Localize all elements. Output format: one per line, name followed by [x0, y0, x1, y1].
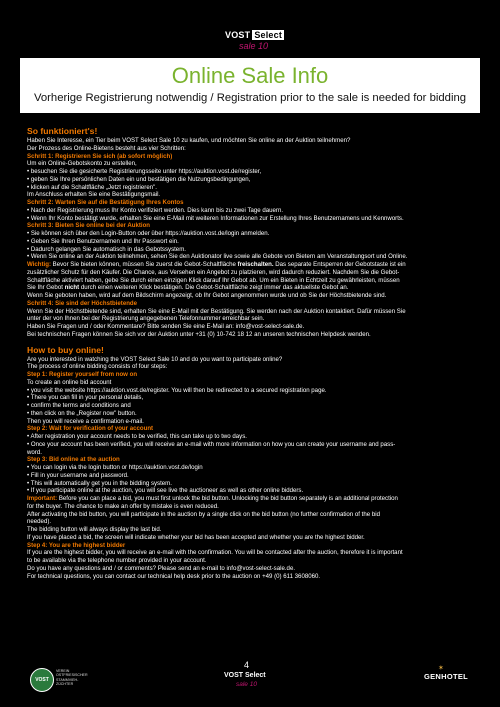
page-title: Online Sale Info — [171, 63, 329, 88]
text-line: Um ein Online-Gebotskonto zu erstellen, — [27, 160, 137, 168]
text-line: If you are the highest bidder, you will receive an e-mail with the confirmation. You will be contacted after the auction, therefore it is important — [27, 549, 403, 557]
text-line: • confirm the terms and conditions and — [27, 402, 131, 409]
text-line: Haben Sie Fragen und / oder Kommentare? Bitte senden Sie eine E-Mail an: info@vost-select-sale.de. — [27, 323, 305, 330]
step-title: Step 3: Bid online at the auction — [27, 456, 120, 464]
text-line: • Wenn Sie online an der Auktion teilnehmen, sehen Sie den Auktionator live sowie alle Gebote von Bietern am Veranstaltungsort und Online. — [27, 253, 408, 261]
vost-association-logo — [30, 668, 90, 698]
text-span: durch einen weiteren Klick bestätigen. Die Gebot-Schaltfläche zeigt immer das aktuellste Gebot an. — [79, 284, 349, 292]
text-line: unter der von Ihnen bei der Registrierung angegebenen Telefonnummer erreichbar sein. — [27, 315, 265, 323]
text-line: • After registration your account needs to be verified, this can take up to two days. — [27, 433, 247, 440]
german-heading: So funktioniert's! — [27, 126, 98, 136]
english-heading: How to buy online! — [27, 344, 104, 355]
step-title: Schritt 4: Sie sind der Höchstbietende — [27, 299, 138, 307]
text-line: Do you have any questions and / or comments? Please send an e-mail to info@vost-select-sale.de. — [27, 564, 296, 572]
vost-badge: VOST — [30, 668, 54, 692]
content — [27, 126, 482, 580]
text-line — [27, 284, 482, 292]
text-line — [27, 495, 482, 503]
text-line: To create an online bid account — [27, 378, 112, 386]
text-line: zusätzlicher Schutz für den Käufer. Die Chance, aus Versehen ein Angebot zu platzieren, wird dadurch reduziert. Nachdem Sie die Gebot- — [27, 268, 400, 276]
text-line: Then you will receive a confirmation e-mail. — [27, 417, 144, 425]
step-title: Schritt 1: Registrieren Sie sich (ab sofort möglich) — [27, 152, 173, 160]
text-line: For technical questions, you can contact our technical help desk prior to the auction on +49 (0) 611 3608060. — [27, 572, 321, 580]
text-line: • geben Sie Ihre persönlichen Daten ein und bestätigen die Nutzungsbedingungen, — [27, 175, 251, 183]
text-line: Wenn Sie der Höchstbietende sind, erhalten Sie eine E-Mail mit der Bestätigung. Sie werden nach der Auktion kontaktiert. Dafür müssen Sie — [27, 307, 406, 315]
text-line: • besuchen Sie die gesicherte Registrierungsseite unter https://auktion.vost.de/register, — [27, 168, 262, 175]
text-line: needed). — [27, 518, 52, 526]
text-line: • If you participate online at the auction, you will see live the auctioneer as well as other online bidders. — [27, 487, 304, 495]
text-line: The process of online bidding consists of four steps: — [27, 363, 168, 371]
footer-brand-sale: sale 10 — [236, 681, 257, 688]
text-line: After activating the bid button, you will participate in the auction by a single click on the bid button (no further confirmation of the bid — [27, 510, 380, 518]
text-line: for the buyer. The chance to make an offer by mistake is even reduced. — [27, 502, 219, 510]
text-line: ZÜCHTER — [56, 681, 74, 686]
partner-name: GENHOTEL — [424, 672, 469, 681]
text-line: Der Prozess des Online-Bietens besteht aus vier Schritten: — [27, 144, 186, 152]
text-line: Im Anschluss erhalten Sie eine Bestätigungsmail. — [27, 191, 161, 199]
text-line: • Geben Sie Ihren Benutzernamen und Ihr Passwort ein. — [27, 237, 179, 245]
text-line: OSTFRIESISCHER — [56, 673, 88, 678]
text-line: Schaltfläche aktiviert haben, gebe Sie durch einen einzigen Klick darauf Ihr Gebot ab. Um ein Bieten in Echtzeit zu gewährleisten, müssen — [27, 276, 400, 284]
warning-label: Wichtig: — [27, 261, 51, 268]
text-line: Bei technischen Fragen können Sie sich vor der Auktion unter +31 (0) 10-742 18 12 an unseren technischen Helpdesk wenden. — [27, 330, 371, 338]
text-line: • You can login via the login button or https://auktion.vost.de/login — [27, 464, 203, 471]
text-line: • Wenn Ihr Konto bestätigt wurde, erhalten Sie eine E-Mail mit weiteren Informationen zur Erstellung Ihres Benutzernamens und Kennworts. — [27, 214, 404, 222]
text-span: freischalten. — [237, 261, 274, 268]
step-title: Step 2: Wait for verification of your account — [27, 425, 154, 433]
text-line — [27, 261, 482, 269]
text-line: • then click on the „Register now" button. — [27, 409, 137, 417]
text-span: Sie Ihr Gebot — [27, 284, 65, 292]
text-span: Das separate Entsperren der Gebotstaste ist ein — [273, 261, 406, 268]
page-number: 4 — [244, 660, 250, 670]
text-span: nicht — [64, 284, 80, 292]
text-line: • This will automatically get you in the bidding system. — [27, 479, 172, 487]
text-line: Are you interested in watching the VOST Select Sale 10 and do you want to participate online? — [27, 355, 283, 363]
text-line: • Once your account has been verified, you will receive an e-mail with more information on how you can create your username and pass- — [27, 440, 396, 448]
step-title: Schritt 3: Bieten Sie online bei der Auktion — [27, 222, 151, 230]
vost-select-logo: VOST Select sale 10 — [225, 30, 283, 51]
text-span: Bevor Sie bieten können, müssen Sie zuerst die Gebot-Schaltfläche — [50, 261, 238, 268]
step-title: Schritt 2: Warten Sie auf die Bestätigung Ihres Kontos — [27, 199, 184, 206]
text-line: • There you can fill in your personal details, — [27, 394, 144, 402]
text-line: to be available via the telephone number provided in your account. — [27, 557, 207, 564]
step-title: Step 1: Register yourself from now on — [27, 371, 138, 378]
genhotel-mark-icon: ✶ — [438, 665, 445, 672]
text-line: word. — [27, 448, 42, 456]
text-line: • Dadurch gelangen Sie automatisch in das Gebotssystem. — [27, 245, 186, 253]
text-line: STAMMVIEH- — [56, 677, 79, 682]
text-line: Haben Sie Interesse, ein Tier beim VOST Select Sale 10 zu kaufen, und möchten Sie online an der Auktion teilnehmen? — [27, 137, 351, 144]
text-line: • Fill in your username and password. — [27, 471, 129, 479]
text-line: The bidding button will always display the last bid. — [27, 526, 162, 533]
footer-brand: VOST Select — [224, 672, 266, 679]
text-line: • Sie können sich über den Login-Button oder über https://auktion.vost.de/login anmelden. — [27, 230, 270, 237]
text-span: Before you can place a bid, you must first unlock the bid button. Unlocking the bid button separately is an additional protection — [57, 495, 398, 502]
text-line: • Nach der Registrierung muss Ihr Konto verifiziert werden. Dies kann bis zu zwei Tage dauern. — [27, 206, 284, 214]
warning-label: Important: — [27, 495, 58, 502]
text-line: VEREIN — [56, 669, 70, 673]
genhotel-logo — [424, 665, 469, 681]
text-line: Wenn Sie geboten haben, wird auf dem Bildschirm angezeigt, ob Ihr Gebot angenommen wurde und ob Sie der Höchstbietende sind. — [27, 292, 387, 299]
title-banner — [20, 58, 480, 113]
text-line: • you visit the website https://auktion.vost.de/register. You will then be redirected to a secured registration page. — [27, 386, 327, 394]
text-line: If you have placed a bid, the screen will indicate whether your bid has been accepted and whether you are the highest bidder. — [27, 533, 365, 541]
association-name — [56, 669, 88, 686]
page-subtitle: Vorherige Registrierung notwendig / Registration prior to the sale is needed for bidding — [33, 92, 467, 104]
text-line: • klicken auf die Schaltfläche „Jetzt registrieren". — [27, 183, 157, 191]
step-title: Step 4: You are the highest bidder — [27, 541, 126, 549]
